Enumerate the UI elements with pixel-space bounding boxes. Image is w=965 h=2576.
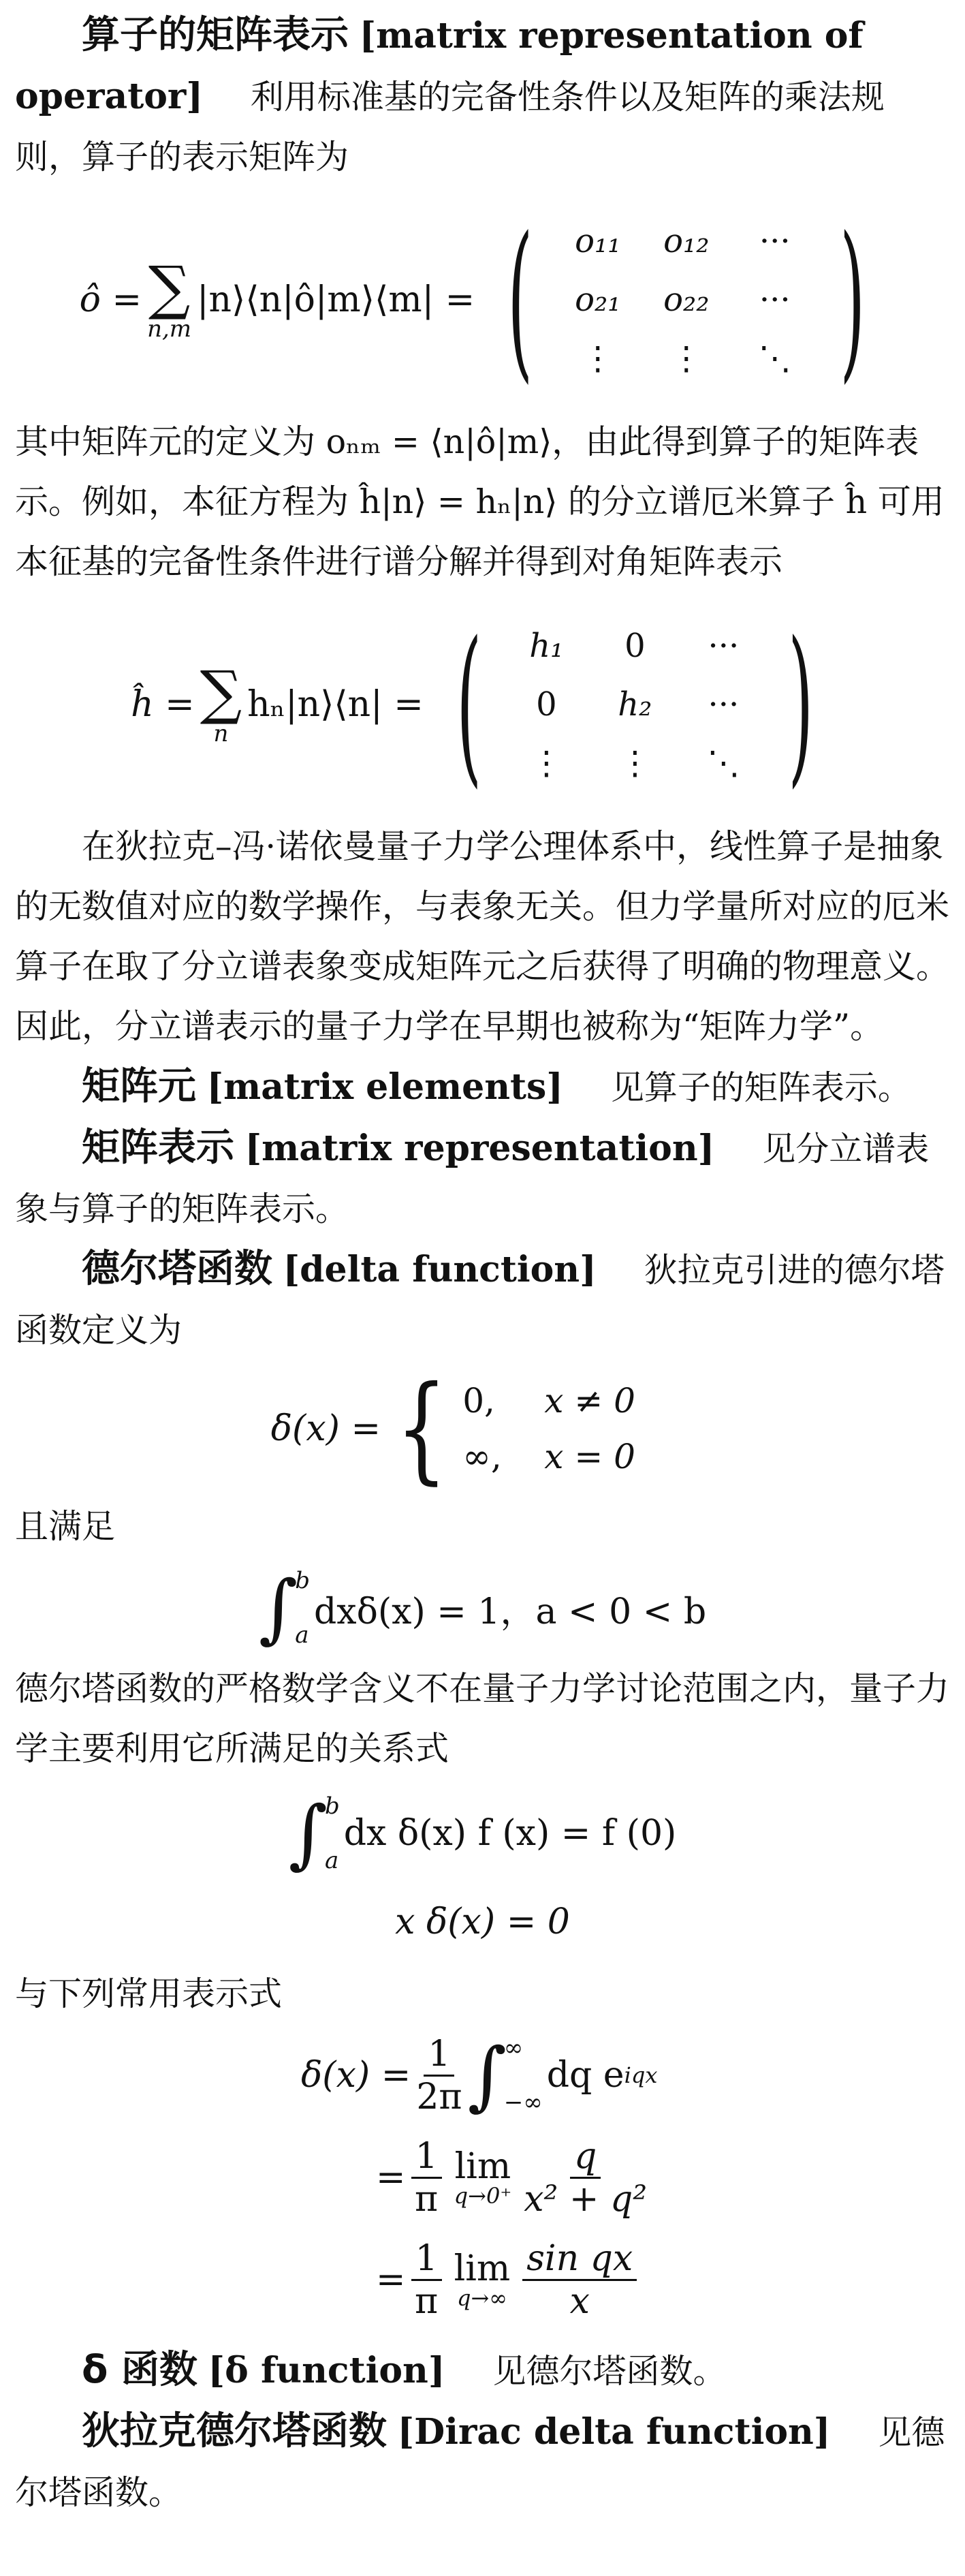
fraction-numerator: 1 [411, 2238, 442, 2281]
entry-body-text: 狄拉克引进的德尔塔函数定义为 [15, 1251, 945, 1350]
fraction-numerator: 1 [424, 2034, 454, 2077]
summation-index: n,m [147, 315, 192, 343]
representation-fourier [301, 2024, 657, 2126]
integral-lower-limit: −∞ [503, 2089, 543, 2116]
integral: ∫ ∞ −∞ [467, 2032, 543, 2119]
case-value: ∞, [462, 1437, 502, 1476]
matrix-element: ··· [708, 627, 740, 665]
equation-lhs: δ(x) = [270, 1408, 381, 1449]
representation-sinc [376, 2229, 642, 2331]
entry-body-text: 利用标准基的完备性条件以及矩阵的乘法规则，算子的表示矩阵为 [15, 78, 885, 176]
fraction-numerator: 1 [411, 2136, 442, 2179]
entry-matrix-representation-of-operator [15, 5, 950, 187]
fraction-denominator: x² + q² [524, 2178, 648, 2220]
limit-subscript: q→0⁺ [454, 2183, 512, 2209]
case-condition: x = 0 [544, 1437, 635, 1476]
entry-matrix-elements [15, 1057, 950, 1118]
equation-body: x δ(x) = 0 [395, 1902, 570, 1942]
fraction [524, 2136, 647, 2220]
matrix-element: ⋮ [669, 339, 703, 377]
integral: ∫ b a [258, 1564, 310, 1651]
equation-lhs: ĥ = [131, 684, 195, 725]
entry-title-english: [matrix representation of operator] [15, 15, 864, 117]
entry-title: 算子的矩阵表示 [82, 13, 349, 57]
equation-body: dx δ(x) f (x) = f (0) [343, 1813, 677, 1854]
integral: ∫ b a [288, 1790, 340, 1877]
limit-subscript: q→∞ [456, 2285, 507, 2311]
limit-operator [454, 2250, 511, 2309]
equation-body: dxδ(x) = 1，a < 0 < b [313, 1591, 707, 1632]
fraction-denominator: π [415, 2280, 439, 2322]
fraction-numerator: sin qx [522, 2238, 637, 2281]
entry-body-text: 其中矩阵元的定义为 oₙₘ = ⟨n|ô|m⟩，由此得到算子的矩阵表示。例如，本征方程为 ĥ|n⟩ = hₙ|n⟩ 的分立谱厄米算子 ĥ 可用本征基的完备性条件进行谱分解并得到对角矩阵表示 [15, 422, 945, 581]
case-condition: x ≠ 0 [544, 1381, 635, 1421]
limit-operator [454, 2148, 512, 2207]
entry-body-text: 与下列常用表示式 [15, 1974, 283, 2013]
entry-matrix-representation [15, 1118, 950, 1239]
matrix-element: 0 [624, 627, 646, 665]
delta-definition-equation [15, 1361, 950, 1497]
fraction [411, 2136, 442, 2220]
entry-title-english: [delta function] [283, 1249, 597, 1290]
matrix-element: o₁₂ [663, 222, 710, 260]
limit-label: lim [454, 2146, 511, 2187]
entry-title: δ 函数 [82, 2348, 197, 2392]
equation-lhs: ô = [79, 279, 142, 320]
entry-delta-function-short [15, 2340, 950, 2402]
entry-body-text: 在狄拉克–冯·诺依曼量子力学公理体系中，线性算子是抽象的无数值对应的数学操作，与表象无关。但力学量所对应的厄米算子在取了分立谱表象变成矩阵元之后获得了明确的物理意义。因此，分立谱表示的量子力学在早期也被称为“矩阵力学”。 [15, 827, 950, 1046]
integral-lower-limit: a [324, 1847, 339, 1874]
delta-representations [301, 2024, 950, 2331]
fraction [522, 2238, 637, 2322]
matrix-element: ⋮ [618, 744, 652, 782]
representation-lorentzian [376, 2126, 652, 2229]
matrix-element: o₁₁ [575, 222, 621, 260]
limit-label: lim [454, 2248, 511, 2289]
entry-title-english: [matrix elements] [206, 1066, 563, 1108]
delta-sifting-equation [15, 1779, 950, 1888]
summation: ∑ n,m [147, 254, 192, 343]
operator-matrix-equation [15, 187, 950, 412]
cross-reference-text: 见德尔塔函数。 [492, 2352, 727, 2391]
integral-lower-limit: a [295, 1621, 309, 1649]
case-value: 0, [462, 1381, 495, 1421]
matrix-element: 0 [536, 685, 557, 724]
matrix-element: h₂ [618, 685, 652, 724]
equation-body: hₙ|n⟩⟨n| = [247, 684, 424, 725]
document-page [0, 5, 965, 2576]
entry-body-text: 德尔塔函数的严格数学含义不在量子力学讨论范围之内，量子力学主要利用它所满足的关系式 [15, 1669, 950, 1768]
entry-title-english: [δ function] [208, 2350, 445, 2391]
delta-x-relation [15, 1888, 950, 1956]
entry-title: 矩阵元 [82, 1064, 196, 1108]
entry-delta-function [15, 1239, 950, 1361]
diagonal-matrix: ( h₁ 0 ··· 0 h₂ ··· ⋮ ⋮ ⋱ ) [456, 605, 814, 803]
matrix-element: ⋱ [707, 744, 740, 782]
matrix-element: ⋮ [581, 339, 614, 377]
fraction-numerator: q [570, 2136, 601, 2179]
integral-upper-limit: b [324, 1793, 340, 1820]
entry-title: 狄拉克德尔塔函数 [82, 2409, 387, 2453]
fraction-denominator: x [569, 2280, 590, 2322]
entry-title: 矩阵表示 [82, 1126, 234, 1170]
fraction-denominator: π [415, 2178, 439, 2220]
entry-title-english: [matrix representation] [244, 1128, 715, 1169]
matrix-element: ··· [708, 685, 740, 724]
diagonal-matrix-equation [15, 592, 950, 817]
delta-normalization-equation [15, 1557, 950, 1659]
summation-index: n [213, 720, 229, 747]
exponent: iqx [624, 2062, 658, 2088]
matrix-element: ··· [759, 281, 791, 319]
fraction-denominator: 2π [416, 2076, 462, 2117]
entry-body-text: 且满足 [15, 1507, 116, 1546]
matrix-element: o₂₁ [575, 281, 621, 319]
integral-upper-limit: b [295, 1567, 310, 1594]
equation-body: |n⟩⟨n|ô|m⟩⟨m| = [197, 279, 475, 320]
fraction [416, 2034, 462, 2117]
equation-body: dq e [546, 2055, 624, 2096]
matrix-element: ⋮ [530, 744, 563, 782]
cross-reference-text: 见算子的矩阵表示。 [610, 1068, 911, 1107]
equals-sign: = [376, 2259, 406, 2300]
cross-reference-text: 见德尔塔函数。 [15, 2413, 945, 2512]
entry-title-english: [Dirac delta function] [397, 2411, 831, 2453]
integral-upper-limit: ∞ [503, 2034, 524, 2062]
matrix-element: h₁ [529, 627, 564, 665]
matrix-element: o₂₂ [663, 281, 710, 319]
summation: ∑ n [200, 659, 242, 747]
matrix-element: ··· [759, 222, 791, 260]
fraction [411, 2238, 442, 2322]
matrix-element: ⋱ [758, 339, 791, 377]
operator-matrix: ( o₁₁ o₁₂ ··· o₂₁ o₂₂ ··· ⋮ ⋮ ⋱ ) [507, 200, 866, 399]
cross-reference-text: 见分立谱表象与算子的矩阵表示。 [15, 1130, 930, 1228]
entry-dirac-delta-function [15, 2402, 950, 2523]
equals-sign: = [376, 2157, 406, 2198]
piecewise-cases: { 0, x ≠ 0 ∞, x = 0 [381, 1371, 694, 1487]
equation-lhs: δ(x) = [301, 2055, 411, 2096]
entry-title: 德尔塔函数 [82, 1247, 272, 1291]
